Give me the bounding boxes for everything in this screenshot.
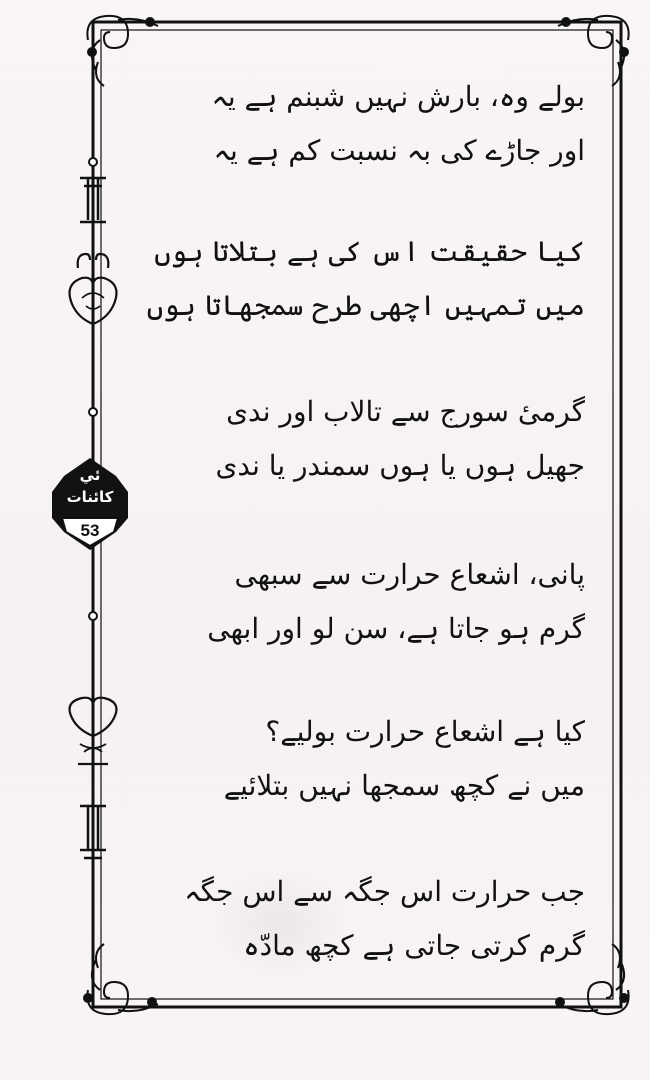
- poem-line: جب حرارت اس جگہ سے اس جگہ: [184, 875, 585, 908]
- corner-ornament-top-left: [87, 16, 158, 86]
- stanza: [185, 70, 585, 178]
- stanza: [185, 385, 585, 493]
- stanza: [185, 865, 585, 973]
- poem-line: کیا حقیقت اس کی ہے بتلاتا ہوں: [154, 235, 585, 268]
- page-number: 53: [80, 521, 100, 540]
- poem-line: گرم ہو جاتا ہے، سن لو اور ابھی: [207, 612, 585, 645]
- poem-line: کیا ہے اشعاع حرارت بولیے؟: [265, 715, 585, 748]
- badge-logo-top: ئي: [79, 466, 101, 484]
- poem-line: میں نے کچھ سمجھا نہیں بتلائیے: [223, 769, 585, 802]
- poem-line: میں تمہیں اچھی طرح سمجھاتا ہوں: [146, 289, 585, 322]
- poem-line: گرمیٔ سورج سے تالاب اور ندی: [226, 395, 585, 428]
- poem-body: [146, 0, 585, 1080]
- corner-ornament-bottom-left: [84, 944, 158, 1014]
- poem-line: پانی، اشعاع حرارت سے سبھی: [234, 558, 585, 591]
- poem-line: بولے وہ، بارش نہیں شبنم ہے یہ: [211, 80, 585, 113]
- stanza: [185, 548, 585, 656]
- stanza: [185, 705, 585, 813]
- poem-line: اور جاڑے کی بہ نسبت کم ہے یہ: [213, 134, 585, 167]
- poem-line: گرم کرتی جاتی ہے کچھ مادّہ: [243, 929, 585, 962]
- page-badge: [52, 458, 128, 550]
- poem-line: جھیل ہوں یا ہوں سمندر یا ندی: [215, 449, 585, 482]
- stanza: [146, 225, 585, 333]
- badge-logo-text: كائنات: [66, 488, 114, 506]
